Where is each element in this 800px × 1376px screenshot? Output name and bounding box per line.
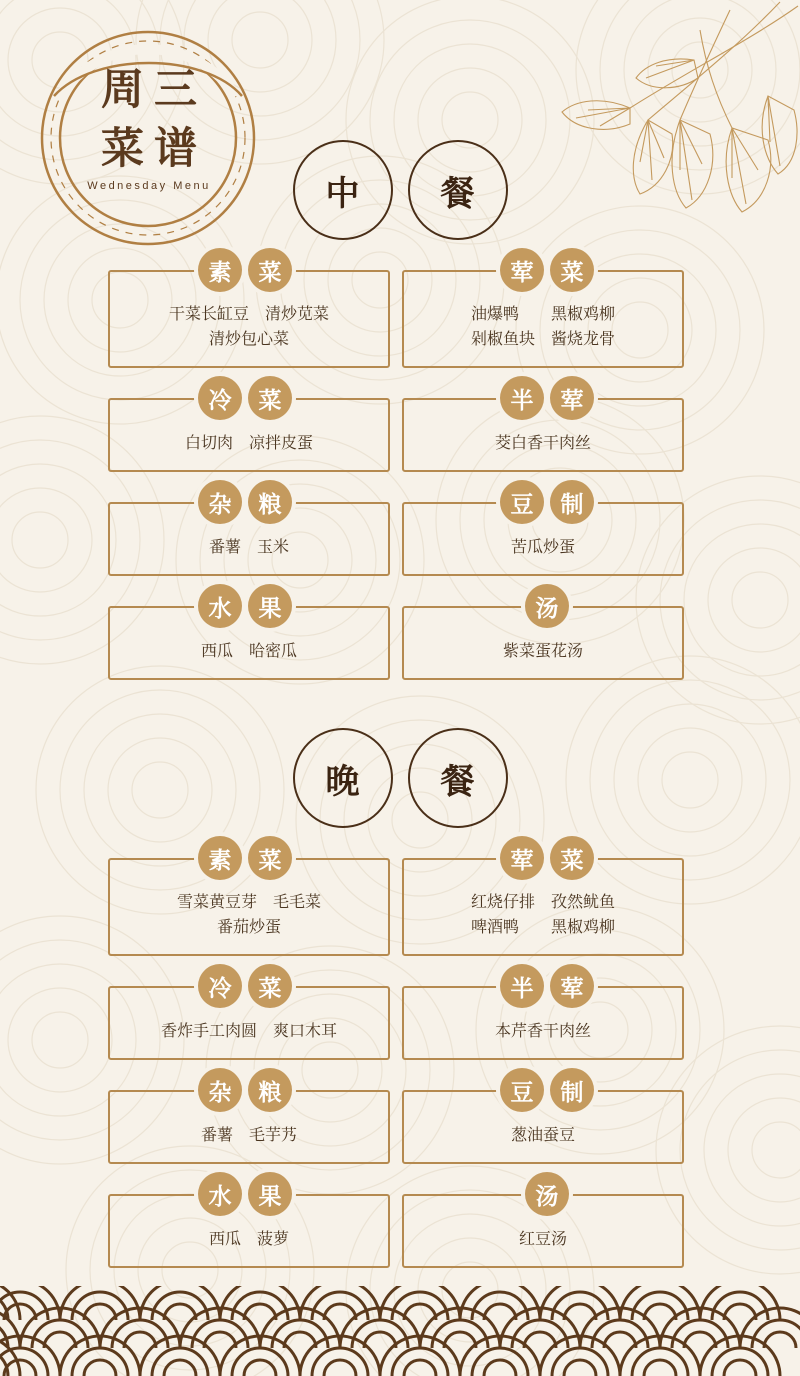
category-badge-char: 菜	[248, 836, 292, 880]
dinner-category-grid	[100, 828, 700, 1268]
category-dinner-meat	[402, 836, 692, 956]
category-lunch-cold	[100, 376, 390, 472]
category-badge-char: 粮	[248, 1068, 292, 1112]
category-badge-char: 荤	[550, 376, 594, 420]
lunch-section	[0, 140, 800, 680]
category-badge-char: 冷	[198, 376, 242, 420]
category-badge-char: 果	[248, 584, 292, 628]
category-lunch-vegetable	[100, 248, 390, 368]
category-badge-char: 制	[550, 1068, 594, 1112]
dish-line: 西瓜 哈密瓜	[200, 642, 297, 660]
dish-line: 啤酒鸭 黑椒鸡柳	[470, 919, 615, 936]
category-badge-char: 水	[198, 584, 242, 628]
category-lunch-soup	[402, 584, 692, 680]
category-badge-char: 菜	[550, 248, 594, 292]
seal-title-line1: 周三	[101, 66, 207, 114]
dinner-title-char-1: 晚	[325, 762, 360, 801]
category-badge-char: 菜	[248, 248, 292, 292]
dish-line: 红烧仔排 孜然鱿鱼	[470, 894, 615, 911]
category-badge-char: 水	[198, 1172, 242, 1216]
category-badge-char: 汤	[525, 584, 569, 628]
dish-line: 香炸手工肉圆 爽口木耳	[160, 1022, 337, 1040]
dish-line: 紫菜蛋花汤	[502, 642, 583, 660]
category-lunch-grain	[100, 480, 390, 576]
category-badge-char: 半	[500, 376, 544, 420]
dinner-title	[293, 728, 508, 828]
category-badge-char: 制	[550, 480, 594, 524]
category-badge-char: 杂	[198, 480, 242, 524]
category-dinner-vegetable	[100, 836, 390, 956]
category-lunch-bean	[402, 480, 692, 576]
category-badge-char: 豆	[500, 480, 544, 524]
category-badge-char: 杂	[198, 1068, 242, 1112]
dish-line: 清炒包心菜	[208, 331, 289, 348]
lunch-title-char-1: 中	[325, 174, 360, 213]
category-badge-char: 素	[198, 248, 242, 292]
dish-line: 白切肉 凉拌皮蛋	[184, 434, 313, 452]
seal-subtitle: Wednesday Menu	[87, 180, 211, 192]
lunch-category-grid	[100, 240, 700, 680]
dinner-title-char-2: 餐	[440, 762, 475, 801]
category-badge-char: 菜	[248, 376, 292, 420]
category-dinner-cold	[100, 964, 390, 1060]
dish-line: 本芹香干肉丝	[494, 1022, 591, 1040]
dish-line: 番茄炒蛋	[216, 919, 281, 936]
category-dinner-fruit	[100, 1172, 390, 1268]
category-badge-char: 素	[198, 836, 242, 880]
lunch-title-char-2: 餐	[440, 174, 475, 213]
dish-line: 西瓜 菠萝	[208, 1230, 289, 1248]
dish-line: 油爆鸭 黑椒鸡柳	[470, 306, 615, 323]
dish-line: 茭白香干肉丝	[494, 434, 591, 452]
dish-line: 番薯 毛芋艿	[200, 1126, 297, 1144]
category-lunch-meat	[402, 248, 692, 368]
category-dinner-grain	[100, 1068, 390, 1164]
category-badge-char: 半	[500, 964, 544, 1008]
dish-line: 葱油蚕豆	[510, 1126, 575, 1144]
category-badge-char: 冷	[198, 964, 242, 1008]
dish-line: 剁椒鱼块 酱烧龙骨	[470, 331, 615, 348]
category-badge-char: 菜	[550, 836, 594, 880]
category-lunch-fruit	[100, 584, 390, 680]
category-badge-char: 粮	[248, 480, 292, 524]
dish-line: 苦瓜炒蛋	[510, 538, 575, 556]
dish-line: 干菜长缸豆 清炒苋菜	[168, 306, 329, 323]
category-badge-char: 菜	[248, 964, 292, 1008]
dish-line: 雪菜黄豆芽 毛毛菜	[176, 894, 321, 911]
dish-line: 红豆汤	[518, 1230, 567, 1248]
category-badge-char: 汤	[525, 1172, 569, 1216]
category-dinner-semi-meat	[402, 964, 692, 1060]
dish-line: 番薯 玉米	[208, 538, 289, 556]
category-dinner-bean	[402, 1068, 692, 1164]
wave-decoration	[0, 1286, 800, 1376]
lunch-title	[293, 140, 508, 240]
category-badge-char: 荤	[550, 964, 594, 1008]
category-dinner-soup	[402, 1172, 692, 1268]
category-badge-char: 豆	[500, 1068, 544, 1112]
category-badge-char: 果	[248, 1172, 292, 1216]
category-lunch-semi-meat	[402, 376, 692, 472]
category-badge-char: 荤	[500, 248, 544, 292]
dinner-section	[0, 728, 800, 1268]
seal-title-line2: 菜谱	[101, 125, 207, 173]
category-badge-char: 荤	[500, 836, 544, 880]
